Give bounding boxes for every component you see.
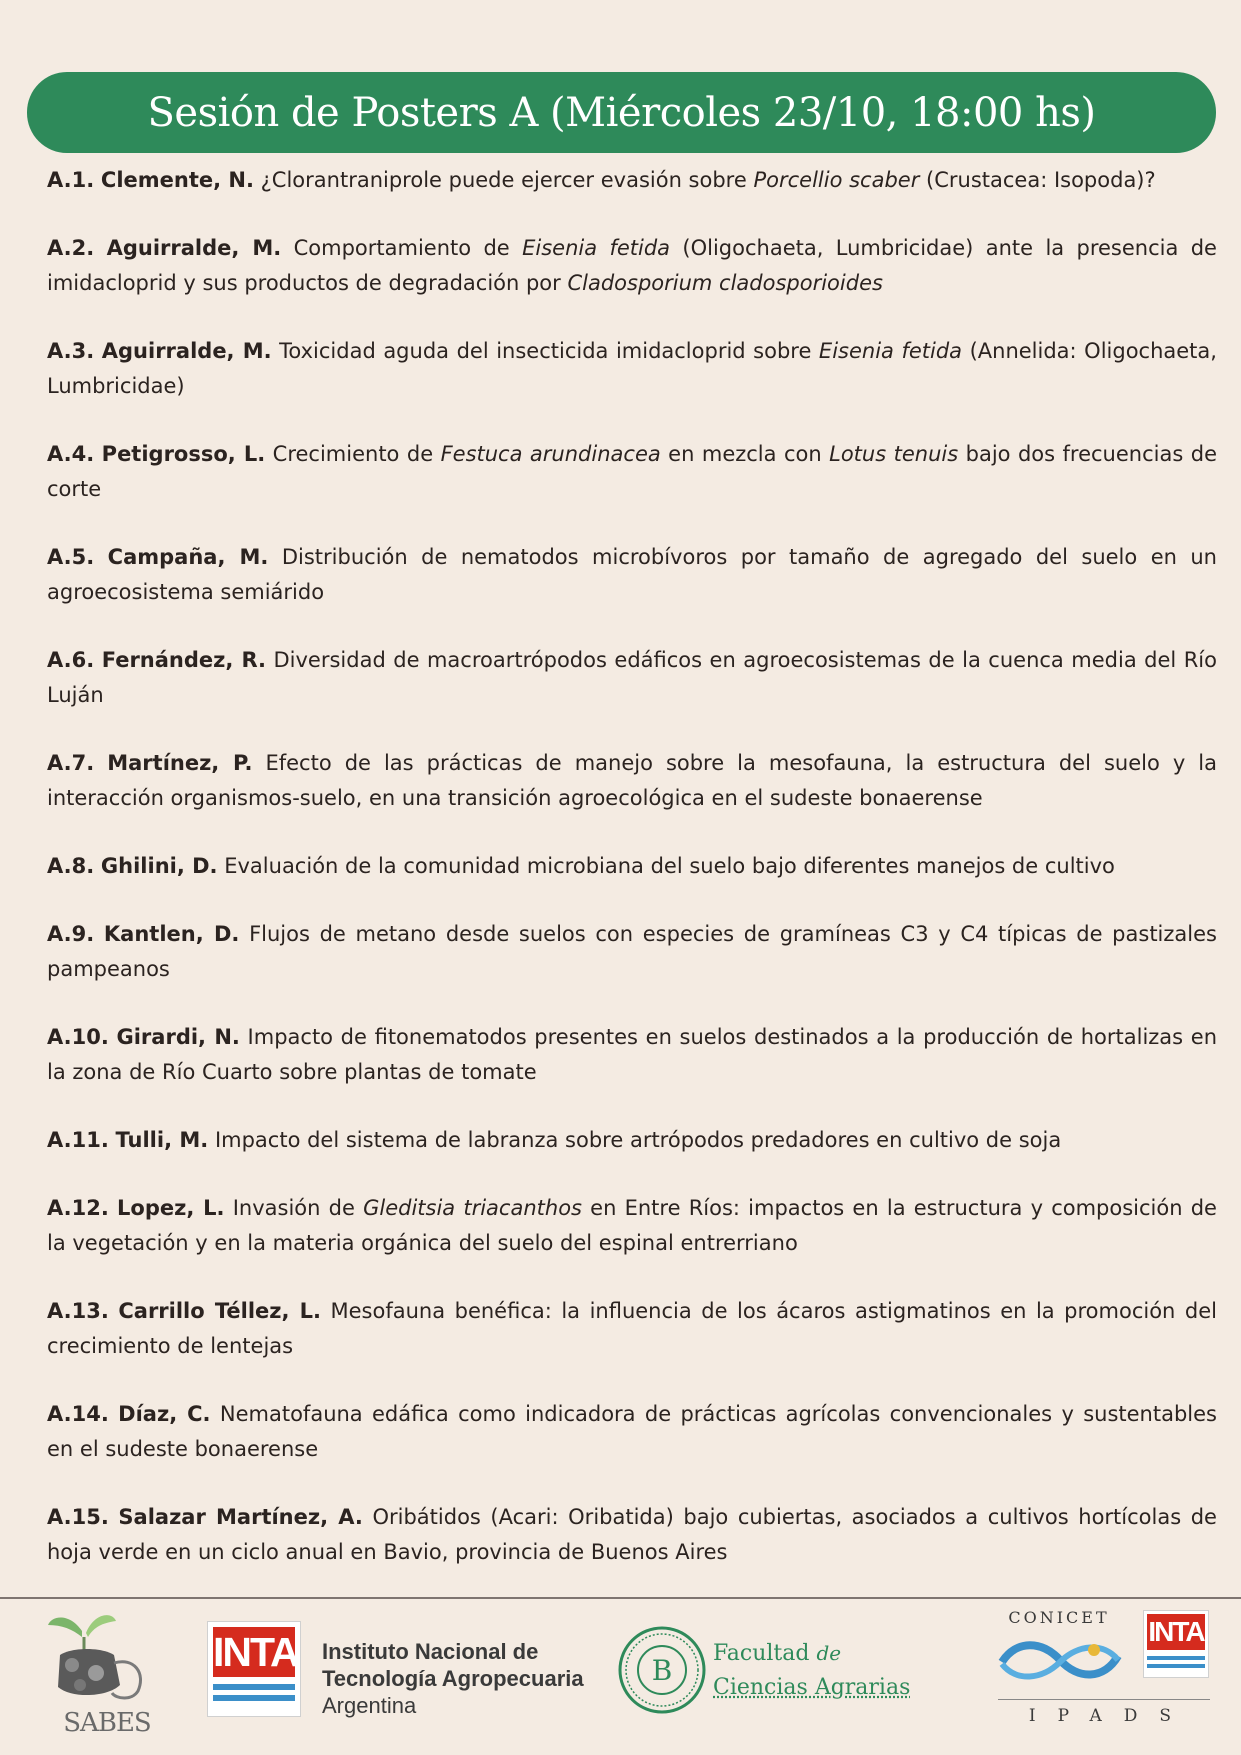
poster-title-text: en mezcla con — [660, 442, 830, 466]
poster-author: Martínez, P. — [107, 751, 253, 775]
poster-entry — [47, 540, 1217, 610]
poster-author: Díaz, C. — [118, 1402, 211, 1426]
faculty-line1: Facultad — [713, 1641, 810, 1666]
poster-code: A.8. — [47, 854, 95, 878]
poster-title-text: Distribución de nematodos microbívoros por tamaño de agregado del suelo en un agroecosistema semiárido — [47, 545, 1217, 604]
poster-author: Salazar Martínez, A. — [118, 1505, 363, 1529]
poster-author: Fernández, R. — [101, 648, 266, 672]
session-title-banner — [27, 72, 1216, 153]
inta-stripe-2 — [213, 1695, 295, 1701]
poster-entry — [47, 917, 1217, 987]
poster-entry — [47, 1500, 1217, 1570]
footer-logos — [0, 1600, 1241, 1755]
ipads-label: IPADS — [1028, 1706, 1194, 1726]
poster-entry — [47, 1191, 1217, 1261]
poster-title-text: Crecimiento de — [272, 442, 441, 466]
inta-name-line2: Tecnología Agropecuaria — [322, 1666, 584, 1691]
poster-title-text: Invasión de — [232, 1196, 364, 1220]
poster-title-text: ¿Clorantraniprole puede ejercer evasión sobre — [260, 168, 754, 192]
poster-title-text: (Oligochaeta, Lumbricidae) ante la presencia de imidacloprid y sus productos de degradación por — [47, 236, 1217, 295]
inta-stripe-1 — [213, 1684, 295, 1690]
poster-species-name: Festuca arundinacea — [440, 442, 661, 466]
poster-author: Lopez, L. — [117, 1196, 225, 1220]
poster-entry — [47, 1020, 1217, 1090]
poster-code: A.3. — [47, 339, 95, 363]
poster-code: A.5. — [47, 545, 95, 569]
inta-institution-name — [322, 1638, 602, 1719]
poster-title-text: Impacto de fitonematodos presentes en suelos destinados a la producción de hortalizas en la zona de Río Cuarto sobre plantas de tomate — [47, 1025, 1218, 1084]
poster-entry — [47, 849, 1217, 884]
sabes-logo-text: SABES — [63, 1708, 151, 1738]
poster-author: Aguirralde, M. — [106, 236, 282, 260]
poster-author: Carrillo Téllez, L. — [118, 1299, 321, 1323]
inta-small-stripe-2 — [1147, 1664, 1205, 1668]
inta-logo-mark: INTA — [213, 1629, 298, 1675]
poster-author: Tulli, M. — [115, 1128, 209, 1152]
conicet-label: CONICET — [1008, 1608, 1110, 1627]
poster-species-name: Cladosporium cladosporioides — [567, 271, 883, 295]
poster-species-name: Eisenia fetida — [818, 339, 963, 363]
poster-code: A.14. — [47, 1402, 109, 1426]
poster-author: Petigrosso, L. — [101, 442, 266, 466]
poster-entry — [47, 643, 1217, 713]
poster-title-text: en Entre Ríos: impactos en la estructura y composición de la vegetación y en la materia orgánica del suelo del espinal entrerriano — [47, 1196, 1217, 1255]
footer-divider — [0, 1597, 1241, 1599]
svg-text:B: B — [651, 1654, 673, 1687]
poster-title-text: Efecto de las prácticas de manejo sobre la mesofauna, la estructura del suelo y la interacción organismos-suelo, en una transición agroecológica en el sudeste bonaerense — [47, 751, 1217, 810]
poster-code: A.13. — [47, 1299, 109, 1323]
poster-code: A.1. — [47, 168, 95, 192]
poster-title-text: Mesofauna benéfica: la influencia de los ácaros astigmatinos en la promoción del crecimiento de lentejas — [47, 1299, 1217, 1358]
poster-title-text: Nematofauna edáfica como indicadora de prácticas agrícolas convencionales y sustentables en el sudeste bonaerense — [47, 1402, 1217, 1461]
poster-title-text: Toxicidad aguda del insecticida imidacloprid sobre — [279, 339, 819, 363]
poster-code: A.4. — [47, 442, 95, 466]
inta-small-mark: INTA — [1147, 1614, 1205, 1650]
conicet-logo-icon — [998, 1634, 1122, 1684]
poster-author: Kantlen, D. — [103, 922, 240, 946]
poster-author: Girardi, N. — [116, 1025, 240, 1049]
poster-code: A.9. — [47, 922, 95, 946]
poster-code: A.2. — [47, 236, 95, 260]
poster-entry — [47, 746, 1217, 816]
poster-author: Campaña, M. — [107, 545, 269, 569]
inta-small-logo — [1143, 1610, 1209, 1678]
poster-author: Clemente, N. — [100, 168, 254, 192]
poster-species-name: Porcellio scaber — [753, 168, 920, 192]
inta-name-line1: Instituto Nacional de — [322, 1639, 539, 1664]
poster-title-text: Flujos de metano desde suelos con especies de gramíneas C3 y C4 típicas de pastizales pampeanos — [47, 922, 1217, 981]
poster-title-text: Diversidad de macroartrópodos edáficos en agroecosistemas de la cuenca media del Río Luján — [47, 648, 1217, 707]
poster-species-name: Gleditsia triacanthos — [363, 1196, 582, 1220]
poster-code: A.7. — [47, 751, 95, 775]
poster-title-text: bajo dos frecuencias de corte — [47, 442, 1217, 501]
page-title: Sesión de Posters A (Miércoles 23/10, 18:00 hs) — [147, 89, 1096, 136]
poster-species-name: Eisenia fetida — [522, 236, 671, 260]
poster-code: A.11. — [47, 1128, 109, 1152]
poster-entry — [47, 231, 1217, 301]
poster-entry — [47, 1397, 1217, 1467]
poster-code: A.12. — [47, 1196, 109, 1220]
poster-entry — [47, 163, 1217, 198]
poster-title-text: Evaluación de la comunidad microbiana del suelo bajo diferentes manejos de cultivo — [224, 854, 1115, 878]
poster-code: A.6. — [47, 648, 95, 672]
poster-title-text: (Annelida: Oligochaeta, Lumbricidae) — [47, 339, 1217, 398]
inta-logo — [207, 1621, 301, 1717]
poster-title-text: Impacto del sistema de labranza sobre artrópodos predadores en cultivo de soja — [214, 1128, 1062, 1152]
poster-entry — [47, 1123, 1217, 1158]
poster-author: Ghilini, D. — [100, 854, 218, 878]
faculty-de: de — [816, 1641, 842, 1665]
faculty-line2: Ciencias Agrarias — [713, 1675, 911, 1700]
poster-author: Aguirralde, M. — [101, 339, 272, 363]
poster-title-text: (Crustacea: Isopoda)? — [919, 168, 1156, 192]
poster-entry — [47, 1294, 1217, 1364]
poster-title-text: Comportamiento de — [293, 236, 523, 260]
ipads-divider — [998, 1699, 1210, 1700]
poster-list — [47, 163, 1217, 1603]
poster-title-text: Oribátidos (Acari: Oribatida) bajo cubiertas, asociados a cultivos hortícolas de hoja verde en un ciclo anual en Bavio, provincia de Buenos Aires — [47, 1505, 1217, 1564]
poster-entry — [47, 437, 1217, 507]
poster-code: A.15. — [47, 1505, 109, 1529]
inta-name-line3: Argentina — [322, 1693, 417, 1718]
inta-small-stripe-1 — [1147, 1656, 1205, 1660]
faculty-name — [713, 1636, 953, 1705]
faculty-seal-icon — [618, 1626, 706, 1714]
poster-entry — [47, 334, 1217, 404]
poster-species-name: Lotus tenuis — [829, 442, 959, 466]
poster-code: A.10. — [47, 1025, 109, 1049]
